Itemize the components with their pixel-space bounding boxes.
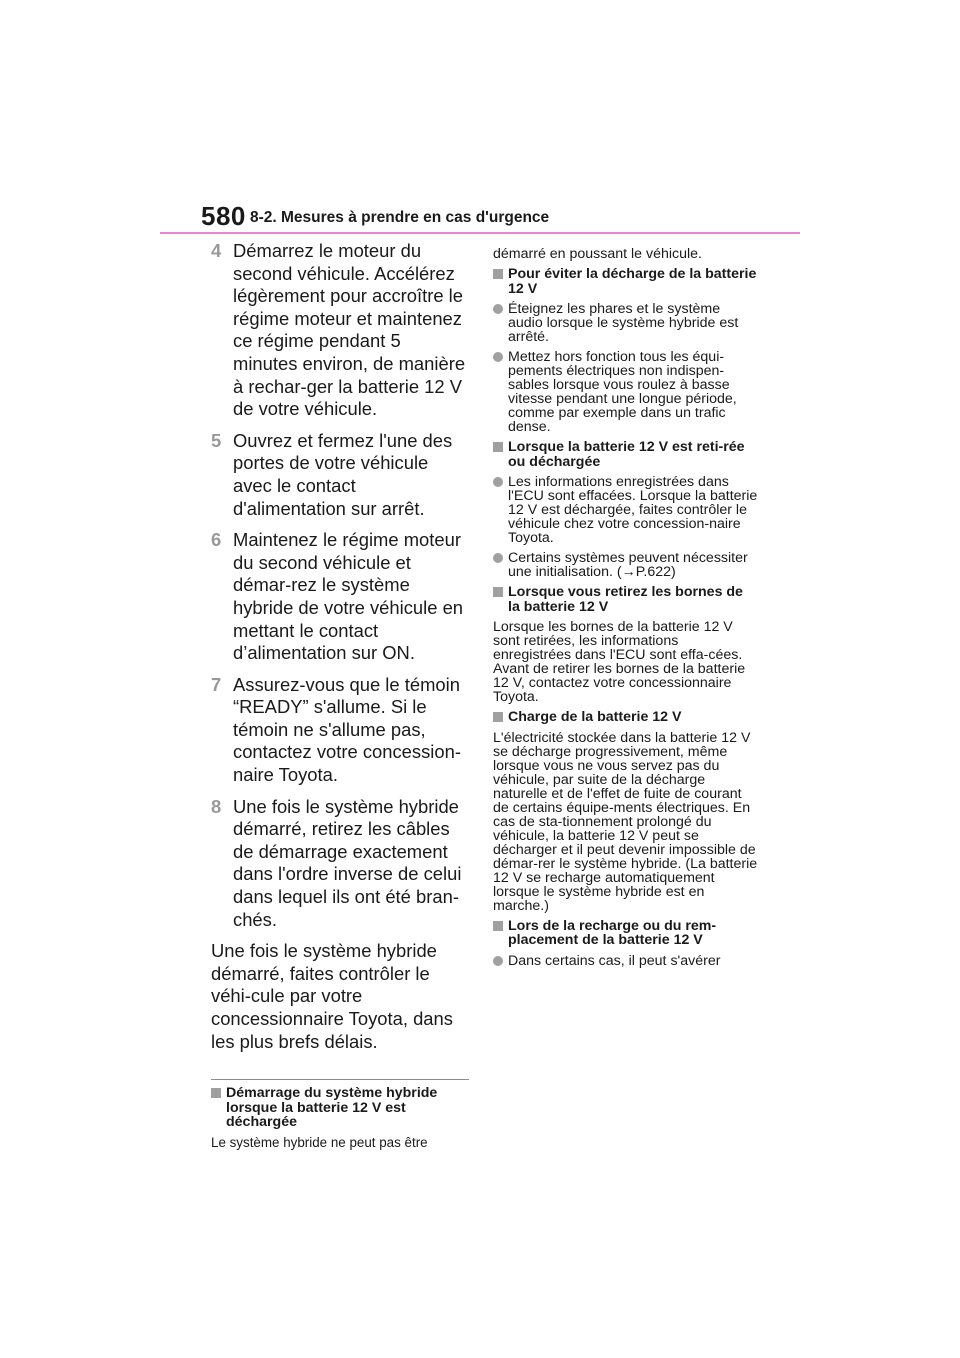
round-bullet-icon (493, 304, 503, 314)
right-column (493, 243, 758, 974)
note-heading (211, 1086, 469, 1130)
step-text: Ouvrez et fermez l'une des portes de votre véhicule avec le contact d'alimentation sur arrêt. (233, 429, 453, 519)
bullet-item (493, 302, 758, 344)
bullet-text: Mettez hors fonction tous les équi-pements électriques non indispen-sables lorsque vous roulez à basse vitesse pendant une longue période, comme par exemple dans un trafic dense. (508, 349, 737, 435)
step-number: 5 (211, 429, 222, 451)
round-bullet-icon (493, 477, 503, 487)
page-number: 580 (201, 201, 246, 231)
bullet-item (493, 475, 758, 545)
bullet-text: Les informations enregistrées dans l'ECU sont effacées. Lorsque la batterie 12 V est déchargée, faites contrôler le véhicule chez votre concession-naire Toyota. (508, 474, 758, 546)
bullet-item (493, 954, 758, 968)
round-bullet-icon (493, 352, 503, 362)
round-bullet-icon (493, 956, 503, 966)
square-bullet-icon (493, 921, 503, 931)
heading-text: Charge de la batterie 12 V (508, 709, 682, 725)
heading-text: Lorsque vous retirez les bornes de la batterie 12 V (508, 584, 743, 615)
note-text: Le système hybride ne peut pas être (211, 1134, 428, 1150)
square-bullet-icon (493, 442, 503, 452)
step-number: 8 (211, 795, 222, 817)
square-bullet-icon (211, 1088, 221, 1098)
heading-remove-terminals (493, 585, 758, 614)
heading-battery-removed (493, 440, 758, 469)
heading-battery-charge (493, 710, 758, 725)
bullet-item (493, 551, 758, 579)
step-number: 4 (211, 240, 222, 261)
paragraph: Lorsque les bornes de la batterie 12 V sont retirées, les informations enregistrées dans l'ECU sont effa-cées. Avant de retirer les bornes de la batterie 12 V, contactez votre concessionnaire Toyota. (493, 619, 746, 705)
header-rule (160, 232, 800, 234)
step-6 (211, 529, 469, 665)
heading-text: Lors de la recharge ou du rem-placement de la batterie 12 V (508, 917, 717, 948)
heading-avoid-discharge (493, 267, 758, 296)
continuation-text: démarré en poussant le véhicule. (493, 246, 702, 262)
bullet-text: Dans certains cas, il peut s'avérer (508, 952, 721, 969)
left-column (211, 240, 469, 1156)
bullet-text: Éteignez les phares et le système audio lorsque le système hybride est arrêté. (508, 301, 739, 345)
heading-recharge-replace (493, 919, 758, 948)
note-divider (211, 1079, 469, 1080)
paragraph: L'électricité stockée dans la batterie 12 V se décharge progressivement, même lorsque vous ne vous servez pas du véhicule, par suite de la décharge naturelle et de l'effet de fuite de courant de certains équipe-ments électriques. En cas de sta-tionnement prolongé du véhicule, la batterie 12 V peut se décharger et il peut devenir impossible de démar-rer le système hybride. (La batterie 12 V se recharge automatiquement lorsque le système hybride est en marche.) (493, 729, 758, 914)
step-number: 7 (211, 673, 222, 695)
heading-text: Pour éviter la décharge de la batterie 12 V (508, 266, 757, 297)
step-text: Une fois le système hybride démarré, retirez les câbles de démarrage exactement dans l'ordre inverse de celui dans lequel ils ont été bran-chés. (233, 795, 462, 930)
section-title: 8-2. Mesures à prendre en cas d'urgence (250, 209, 550, 226)
step-5 (211, 430, 469, 520)
round-bullet-icon (493, 553, 503, 563)
step-text: Maintenez le régime moteur du second véhicule et démar-rez le système hybride de votre véhicule en mettant le contact d’alimentation sur ON. (233, 529, 464, 664)
bullet-text: Certains systèmes peuvent nécessiter une initialisation. (→P.622) (508, 550, 748, 580)
step-8 (211, 796, 469, 932)
square-bullet-icon (493, 587, 503, 597)
step-text: Assurez-vous que le témoin “READY” s'allume. Si le témoin ne s'allume pas, contactez votre concession-naire Toyota. (233, 673, 461, 786)
step-7 (211, 674, 469, 787)
heading-text: Lorsque la batterie 12 V est reti-rée ou déchargée (508, 439, 745, 470)
square-bullet-icon (493, 269, 503, 279)
step-number: 6 (211, 529, 222, 551)
step-4 (211, 240, 469, 421)
square-bullet-icon (493, 712, 503, 722)
step-text: Démarrez le moteur du second véhicule. Accélérez légèrement pour accroître le régime moteur et maintenez ce régime pendant 5 minutes environ, de manière à rechar-ger la batterie 12 V de votre véhicule. (233, 240, 466, 420)
bullet-item (493, 350, 758, 434)
closing-paragraph: Une fois le système hybride démarré, faites contrôler le véhi-cule par votre concessionnaire Toyota, dans les plus brefs délais. (211, 940, 453, 1052)
note-heading-text: Démarrage du système hybride lorsque la batterie 12 V est déchargée (226, 1085, 438, 1131)
